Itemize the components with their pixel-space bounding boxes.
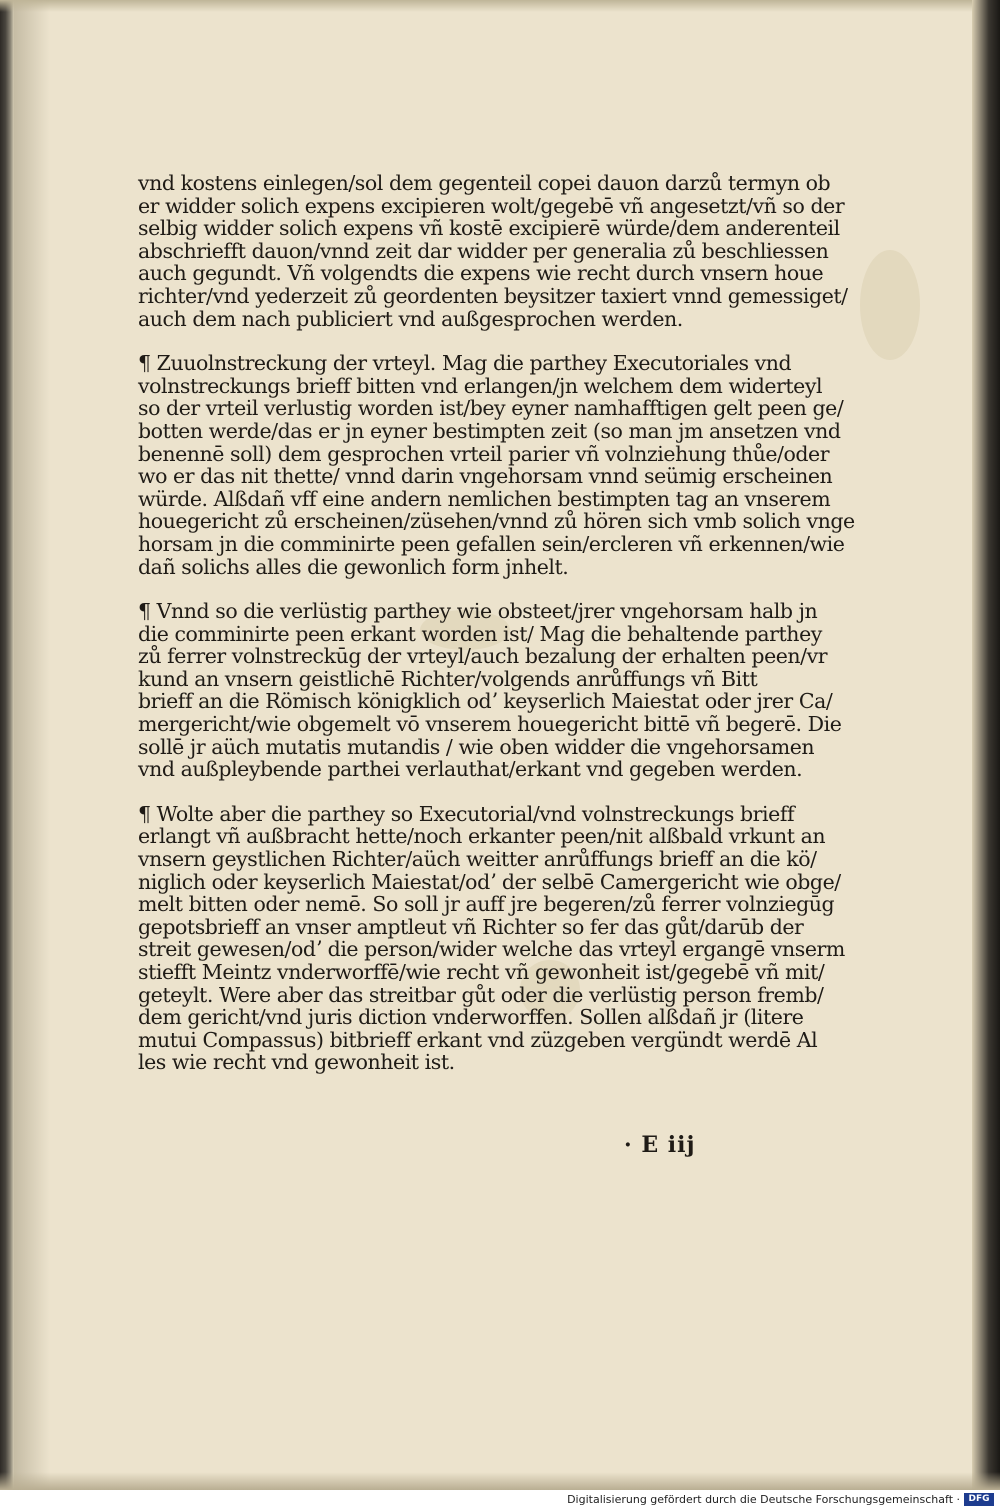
text-line: die comminirte peen erkant worden ist/ Mag die behaltende parthey	[138, 621, 822, 646]
footer-credit: Digitalisierung gefördert durch die Deutsche Forschungsgemeinschaft ·	[567, 1493, 960, 1506]
text-line: benennē soll) dem gesprochen vrteil parier vñ volnziehung thůe/oder	[138, 441, 830, 466]
book-spine	[0, 0, 14, 1490]
text-line: auch dem nach publiciert vnd außgesprochen werden.	[138, 306, 683, 331]
digitization-footer	[0, 1490, 1000, 1510]
text-line: auch gegundt. Vñ volgendts die expens wie recht durch vnsern houe	[138, 261, 824, 286]
text-line: mergericht/wie obgemelt vō vnserem houegericht bittē vñ begerē. Die	[138, 712, 842, 737]
text-line: vnd kostens einlegen/sol dem gegenteil copei dauon darzů termyn ob	[138, 171, 831, 195]
paragraph	[138, 171, 848, 331]
text-line: vnd außpleybende parthei verlauthat/erkant vnd gegeben werden.	[138, 757, 803, 782]
text-line: mutui Compassus) bitbrieff erkant vnd züzgeben vergündt werdē Al	[138, 1027, 818, 1052]
text-line: wo er das nit thette/ vnnd darin vngehorsam vnnd seümig erscheinen	[138, 464, 833, 489]
text-line: gepotsbrieff an vnser amptleut vñ Richter so fer das gůt/darūb der	[138, 914, 804, 939]
paper-stain	[860, 250, 920, 360]
paragraph	[138, 351, 855, 579]
page-top-edge	[0, 0, 1000, 12]
page-bottom-edge	[0, 1472, 1000, 1490]
text-line: brieff an die Römisch königklich odʼ keyserlich Maiestat oder jrer Ca/	[138, 689, 833, 714]
text-line: volnstreckungs brieff bitten vnd erlangen/jn welchem dem widerteyl	[138, 373, 823, 398]
text-line: abschriefft dauon/vnnd zeit dar widder per generalia zů beschliessen	[138, 238, 829, 263]
spine-shadow	[14, 0, 50, 1490]
text-line: niglich oder keyserlich Maiestat/odʼ der selbē Camergericht wie obge/	[138, 869, 841, 894]
text-line: selbig widder solich expens vñ kostē excipierē würde/dem anderenteil	[138, 216, 840, 241]
dfg-logo-icon: DFG	[964, 1493, 994, 1506]
text-line: kund an vnsern geistlichē Richter/volgends anrůffungs vñ Bitt	[138, 666, 758, 691]
text-line: er widder solich expens excipieren wolt/gegebē vñ angesetzt/vñ so der	[138, 193, 845, 218]
text-line: ¶ Vnnd so die verlüstig parthey wie obsteet/jrer vngehorsam halb jn	[138, 599, 818, 624]
text-line: stiefft Meintz vnderworffē/wie recht vñ gewonheit ist/gegebē vñ mit/	[138, 960, 825, 984]
text-line: melt bitten oder nemē. So soll jr auff jre begeren/zů ferrer volnziegūg	[138, 892, 835, 917]
text-line: les wie recht vnd gewonheit ist.	[138, 1050, 455, 1075]
page-right-edge	[972, 0, 1000, 1490]
text-line: houegericht zů erscheinen/züsehen/vnnd zů hören sich vmb solich vnge	[138, 509, 855, 534]
signature-mark: · E iij	[624, 1132, 696, 1158]
text-line: dem gericht/vnd juris diction vnderworffen. Sollen alßdañ jr (litere	[138, 1005, 804, 1030]
text-block	[138, 171, 855, 1096]
text-line: sollē jr aüch mutatis mutandis / wie oben widder die vngehorsamen	[138, 734, 815, 759]
text-line: ¶ Zuuolnstreckung der vrteyl. Mag die parthey Executoriales vnd	[138, 351, 792, 376]
text-line: so der vrteil verlustig worden ist/bey eyner namhafftigen gelt peen ge/	[138, 396, 844, 421]
text-line: würde. Alßdañ vff eine andern nemlichen bestimpten tag an vnserem	[138, 486, 831, 511]
text-line: streit gewesen/odʼ die person/wider welche das vrteyl ergangē vnserm	[138, 937, 845, 962]
text-line: ¶ Wolte aber die parthey so Executorial/vnd volnstreckungs brieff	[138, 801, 795, 826]
text-line: dañ solichs alles die gewonlich form jnhelt.	[138, 554, 569, 579]
text-line: geteylt. Were aber das streitbar gůt oder die verlüstig person fremb/	[138, 982, 824, 1007]
text-line: vnsern geystlichen Richter/aüch weitter anrůffungs brieff an die kö/	[138, 847, 817, 872]
text-line: richter/vnd yederzeit zů geordenten beysitzer taxiert vnnd gemessiget/	[138, 283, 848, 308]
paragraph	[138, 599, 842, 782]
paragraph	[138, 801, 845, 1075]
text-line: botten werde/das er jn eyner bestimpten zeit (so man jm ansetzen vnd	[138, 418, 841, 443]
text-line: erlangt vñ außbracht hette/noch erkanter peen/nit alßbald vrkunt an	[138, 824, 826, 849]
text-line: zů ferrer volnstreckūg der vrteyl/auch bezalung der erhalten peen/vr	[138, 644, 828, 669]
text-line: horsam jn die comminirte peen gefallen sein/ercleren vñ erkennen/wie	[138, 531, 845, 556]
